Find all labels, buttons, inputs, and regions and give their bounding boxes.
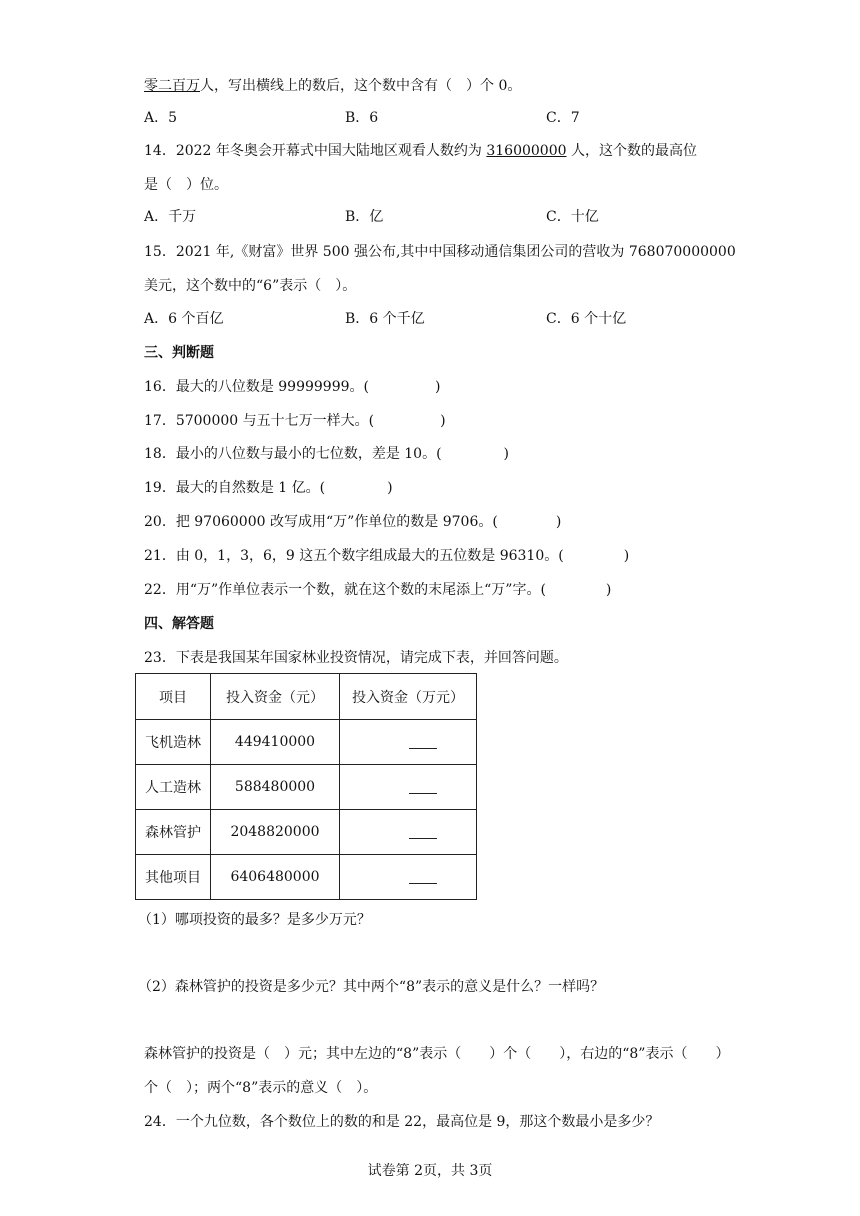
q15-option-b[interactable]: B．6 个千亿 [345,311,425,327]
q13-option-a[interactable]: A．5 [144,110,178,126]
judge-19-text: 19．最大的自然数是 1 亿。( [144,480,326,496]
table-row [136,855,477,900]
q14-option-b[interactable]: B．亿 [345,209,384,225]
judge-18-text: 18．最小的八位数与最小的七位数，差是 10。( [144,446,442,462]
q14-underlined: 316000000 [486,143,567,159]
judge-20 [144,512,561,532]
q14-post: 人，这个数的最高位 [566,143,697,159]
judge-18 [144,444,509,464]
row-wanyuan-blank[interactable] [340,720,477,765]
section4-heading: 四、解答题 [144,616,214,632]
q23-intro: 23．下表是我国某年国家林业投资情况，请完成下表，并回答问题。 [144,650,568,666]
q15-line1: 15．2021 年,《财富》世界 500 强公布,其中中国移动通信集团公司的营收为 768070000000 [144,244,736,260]
row-item: 飞机造林 [136,720,211,765]
judge-16-close: ) [434,379,441,395]
q14-option-a[interactable]: A．千万 [144,209,197,225]
table-header-row [136,674,477,720]
table-row [136,810,477,855]
q13-option-b[interactable]: B．6 [345,110,379,126]
q15-option-a[interactable]: A．6 个百亿 [144,311,224,327]
section3-heading: 三、判断题 [144,345,214,361]
judge-21-close: ) [623,548,630,564]
row-wanyuan-blank[interactable] [340,855,477,900]
q23-sub2: （2）森林管护的投资是多少元？其中两个“8”表示的意义是什么？一样吗？ [138,979,605,995]
judge-16 [144,377,440,397]
q14-line1 [144,141,697,161]
q23-answer-line2: 个（ ）；两个“8”表示的意义（ ）。 [144,1080,378,1096]
q23-sub1: （1）哪项投资的最多？是多少万元？ [138,912,371,928]
q13-rest: 人，写出横线上的数后，这个数中含有（ ）个 0。 [200,78,522,94]
q15-line2: 美元，这个数中的“6”表示（ ）。 [144,278,357,294]
q14-pre: 14．2022 年冬奥会开幕式中国大陆地区观看人数约为 [144,143,487,159]
table-row [136,765,477,810]
header-yuan: 投入资金（元） [211,674,340,720]
investment-table [135,673,477,900]
page-footer: 试卷第 2页，共 3页 [367,1163,493,1179]
judge-20-close: ) [555,514,562,530]
judge-17 [144,411,446,431]
judge-17-text: 17．5700000 与五十七万一样大。( [144,413,375,429]
row-yuan: 2048820000 [211,810,340,855]
row-yuan: 588480000 [211,765,340,810]
q13-option-c[interactable]: C．7 [546,110,580,126]
row-wanyuan-blank[interactable] [340,765,477,810]
q14-line2: 是（ ）位。 [144,177,228,193]
q13-underlined: 零二百万 [144,78,200,94]
judge-21-text: 21．由 0，1，3，6，9 这五个数字组成最大的五位数是 96310。( [144,548,564,564]
q24-text: 24．一个九位数，各个数位上的数的和是 22，最高位是 9，那这个数最小是多少？ [144,1114,660,1130]
judge-20-text: 20．把 97060000 改写成用“万”作单位的数是 9706。( [144,514,498,530]
row-item: 森林管护 [136,810,211,855]
q15-option-c[interactable]: C．6 个十亿 [546,311,627,327]
row-item: 其他项目 [136,855,211,900]
judge-22 [144,580,611,600]
row-item: 人工造林 [136,765,211,810]
row-yuan: 6406480000 [211,855,340,900]
row-yuan: 449410000 [211,720,340,765]
header-wanyuan: 投入资金（万元） [340,674,477,720]
row-wanyuan-blank[interactable] [340,810,477,855]
judge-16-text: 16．最大的八位数是 99999999。( [144,379,369,395]
q13-tail [144,76,521,96]
judge-19 [144,478,393,498]
q23-answer-line1: 森林管护的投资是（ ）元；其中左边的“8”表示（ ）个（ ），右边的“8”表示（ ） [144,1046,730,1062]
judge-22-close: ) [605,582,612,598]
q14-option-c[interactable]: C．十亿 [546,209,599,225]
header-item: 项目 [136,674,211,720]
judge-22-text: 22．用“万”作单位表示一个数，就在这个数的末尾添上“万”字。( [144,582,546,598]
judge-18-close: ) [503,446,510,462]
judge-19-close: ) [387,480,393,496]
judge-17-close: ) [440,413,446,429]
judge-21 [144,546,629,566]
table-row [136,720,477,765]
